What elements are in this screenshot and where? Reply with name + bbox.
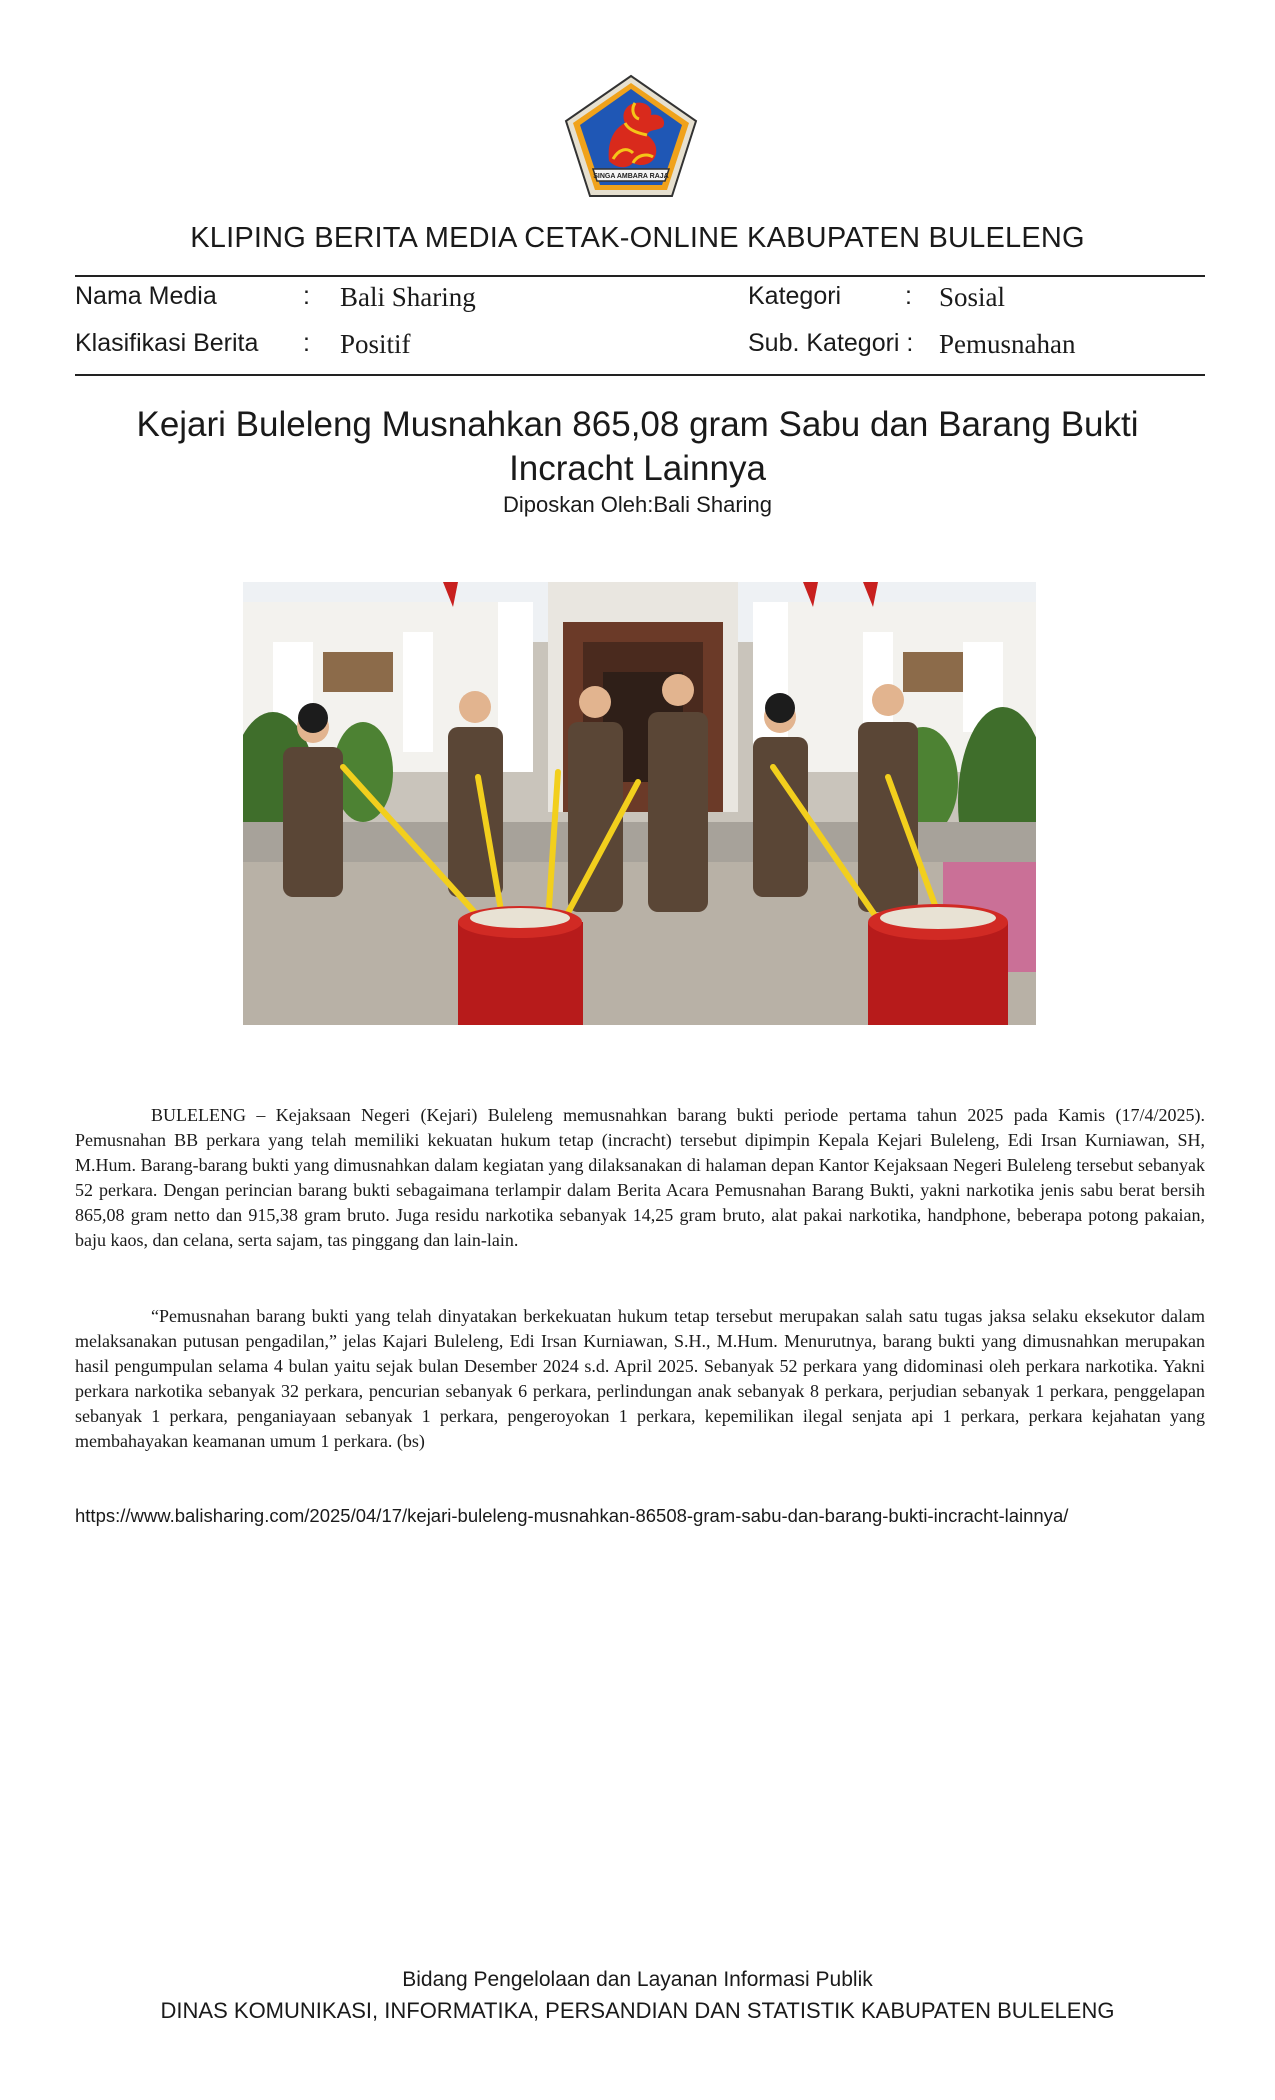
klasifikasi-label: Klasifikasi Berita [75, 329, 259, 357]
kategori-value: Sosial [939, 282, 1006, 312]
article-photo [243, 582, 1036, 1025]
article-paragraph-2: “Pemusnahan barang bukti yang telah dinyatakan berkekuatan hukum tetap tersebut merupakan salah satu tugas jaksa selaku eksekutor dalam melaksanakan putusan pengadilan,” jelas Kajari Buleleng, Edi Irsan Kurniawan, S.H., M.Hum. Menurutnya, barang bukti yang dimusnahkan merupakan hasil pengumpulan selama 4 bulan yaitu sejak bulan Desember 2024 s.d. April 2025. Sebanyak 52 perkara yang didominasi oleh perkara narkotika. Yakni perkara narkotika sebanyak 32 perkara, pencurian sebanyak 6 perkara, perlindungan anak sebanyak 8 perkara, perjudian sebanyak 1 perkara, penggelapan sebanyak 1 perkara, penganiayaan sebanyak 1 perkara, pengeroyokan 1 perkara, kepemilikan ilegal senjata api 1 perkara, perkara kejahatan yang membahayakan keamanan umum 1 perkara. (bs) [75, 1306, 1205, 1451]
posted-by: Diposkan Oleh:Bali Sharing [502, 492, 773, 517]
clipping-header-title: KLIPING BERITA MEDIA CETAK-ONLINE KABUPATEN BULELENG [190, 222, 1085, 254]
subkategori-label: Sub. Kategori : [748, 329, 914, 357]
media-colon: : [303, 282, 310, 310]
klasifikasi-value: Positif [340, 329, 411, 359]
media-value: Bali Sharing [340, 282, 476, 312]
media-label: Nama Media [75, 282, 217, 310]
header-divider-top [75, 275, 1205, 277]
header-divider-bottom [75, 374, 1205, 376]
source-url-link[interactable]: https://www.balisharing.com/2025/04/17/kejari-buleleng-musnahkan-86508-gram-sabu-dan-barang-bukti-incracht-lainnya/ [75, 1505, 1069, 1526]
footer-department: Bidang Pengelolaan dan Layanan Informasi Publik [402, 1968, 873, 1991]
kategori-label: Kategori [748, 282, 842, 310]
kategori-colon: : [905, 282, 912, 310]
footer-agency: DINAS KOMUNIKASI, INFORMATIKA, PERSANDIAN DAN STATISTIK KABUPATEN BULELENG [160, 1998, 1115, 2023]
kabupaten-buleleng-emblem-icon [563, 73, 699, 199]
article-title: Kejari Buleleng Musnahkan 865,08 gram Sabu dan Barang Bukti Incracht Lainnya [136, 405, 1139, 488]
subkategori-value: Pemusnahan [939, 329, 1076, 359]
article-paragraph-1: BULELENG – Kejaksaan Negeri (Kejari) Buleleng memusnahkan barang bukti periode pertama tahun 2025 pada Kamis (17/4/2025). Pemusnahan BB perkara yang telah memiliki kekuatan hukum tetap (incracht) tersebut dipimpin Kepala Kejari Buleleng, Edi Irsan Kurniawan, SH, M.Hum. Barang-barang bukti yang dimusnahkan dalam kegiatan yang dilaksanakan di halaman depan Kantor Kejaksaan Negeri Buleleng tersebut sebanyak 52 perkara. Dengan perincian barang bukti sebagaimana terlampir dalam Berita Acara Pemusnahan Barang Bukti, yakni narkotika jenis sabu berat bersih 865,08 gram netto dan 915,38 gram bruto. Juga residu narkotika sebanyak 14,25 gram bruto, alat pakai narkotika, handphone, beberapa potong pakaian, baju kaos, dan celana, serta sajam, tas pinggang dan lain-lain. [75, 1105, 1205, 1250]
klasifikasi-colon: : [303, 329, 310, 357]
emblem-motto: SINGA AMBARA RAJA [593, 173, 669, 180]
